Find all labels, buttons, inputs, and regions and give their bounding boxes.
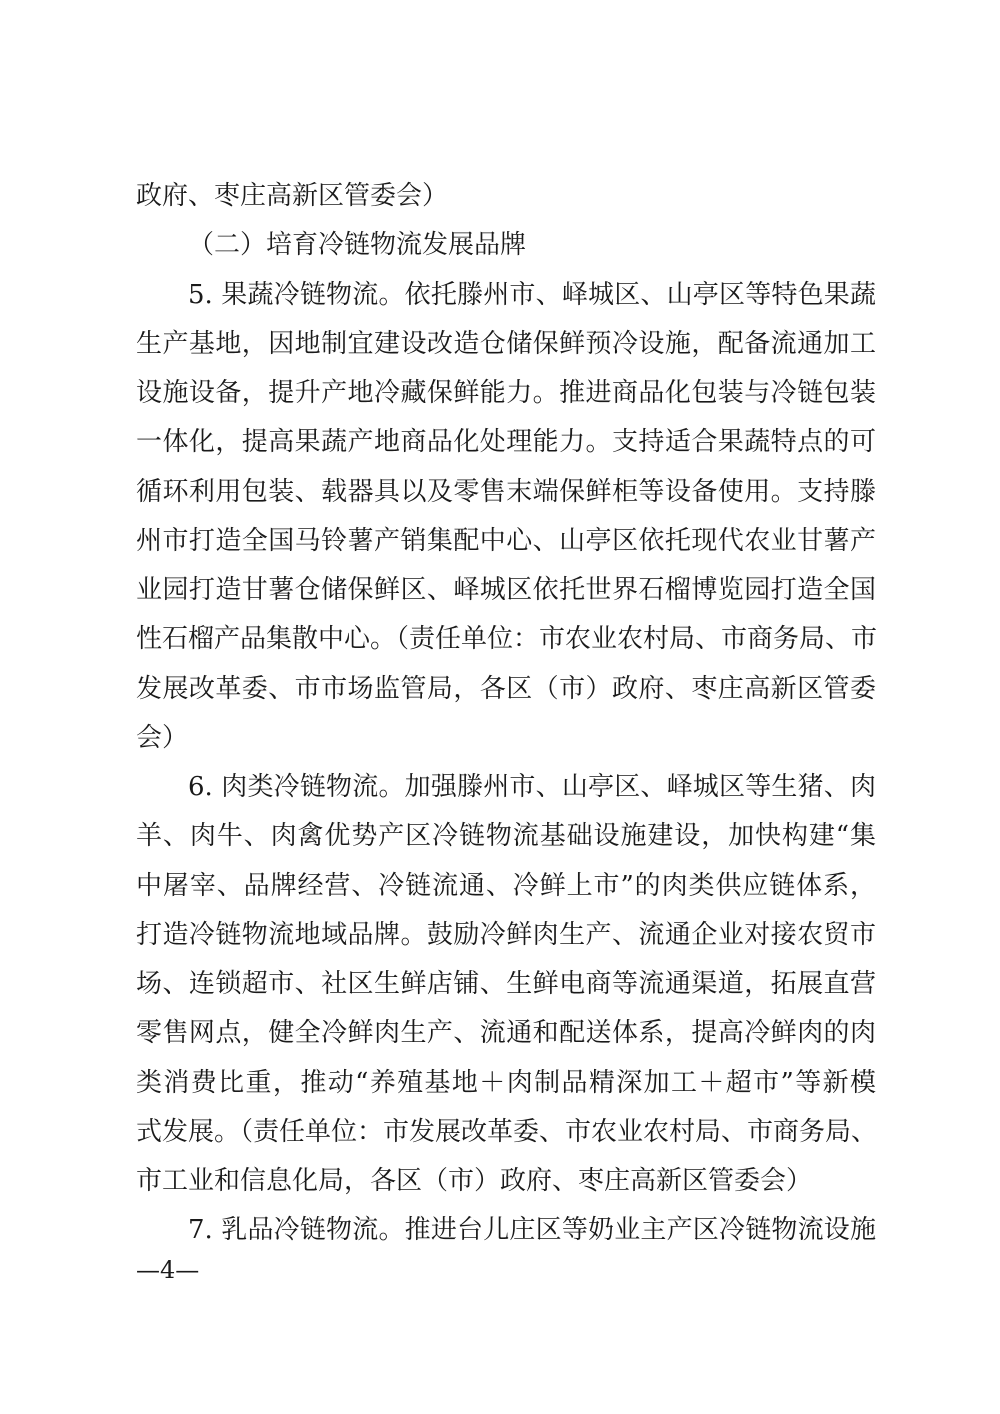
text-line: 7. 乳品冷链物流。推进台儿庄区等奶业主产区冷链物流设施 [188, 1215, 876, 1245]
text-line: 会） [136, 723, 189, 753]
page-number: —4— [136, 1256, 200, 1284]
text-line: 性石榴产品集散中心。（责任单位：市农业农村局、市商务局、市 [136, 624, 878, 654]
text-line: 5. 果蔬冷链物流。依托滕州市、峄城区、山亭区等特色果蔬 [188, 280, 876, 310]
text-line: 中屠宰、品牌经营、冷链流通、冷鲜上市”的肉类供应链体系， [136, 871, 876, 901]
text-line: 政府、枣庄高新区管委会） [136, 181, 449, 211]
text-line: 发展改革委、市市场监管局，各区（市）政府、枣庄高新区管委 [136, 674, 876, 704]
text-line: 羊、肉牛、肉禽优势产区冷链物流基础设施建设，加快构建“集 [136, 821, 876, 851]
section-heading: （二）培育冷链物流发展品牌 [188, 230, 527, 260]
text-line: 循环利用包装、载器具以及零售末端保鲜柜等设备使用。支持滕 [136, 477, 876, 507]
text-line: 零售网点，健全冷鲜肉生产、流通和配送体系，提高冷鲜肉的肉 [136, 1018, 876, 1048]
text-line: 类消费比重，推动“养殖基地＋肉制品精深加工＋超市”等新模 [136, 1068, 876, 1098]
text-line: 6. 肉类冷链物流。加强滕州市、山亭区、峄城区等生猪、肉 [188, 772, 876, 802]
text-line: 打造冷链物流地域品牌。鼓励冷鲜肉生产、流通企业对接农贸市 [136, 920, 876, 950]
text-line: 式发展。（责任单位：市发展改革委、市农业农村局、市商务局、 [136, 1117, 878, 1147]
text-line: 州市打造全国马铃薯产销集配中心、山亭区依托现代农业甘薯产 [136, 526, 876, 556]
text-line: 设施设备，提升产地冷藏保鲜能力。推进商品化包装与冷链包装 [136, 378, 876, 408]
text-line: 业园打造甘薯仓储保鲜区、峄城区依托世界石榴博览园打造全国 [136, 575, 876, 605]
text-line: 生产基地，因地制宜建设改造仓储保鲜预冷设施，配备流通加工 [136, 329, 876, 359]
text-line: 场、连锁超市、社区生鲜店铺、生鲜电商等流通渠道，拓展直营 [136, 969, 876, 999]
text-line: 市工业和信息化局，各区（市）政府、枣庄高新区管委会） [136, 1166, 813, 1196]
text-line: 一体化，提高果蔬产地商品化处理能力。支持适合果蔬特点的可 [136, 427, 876, 457]
